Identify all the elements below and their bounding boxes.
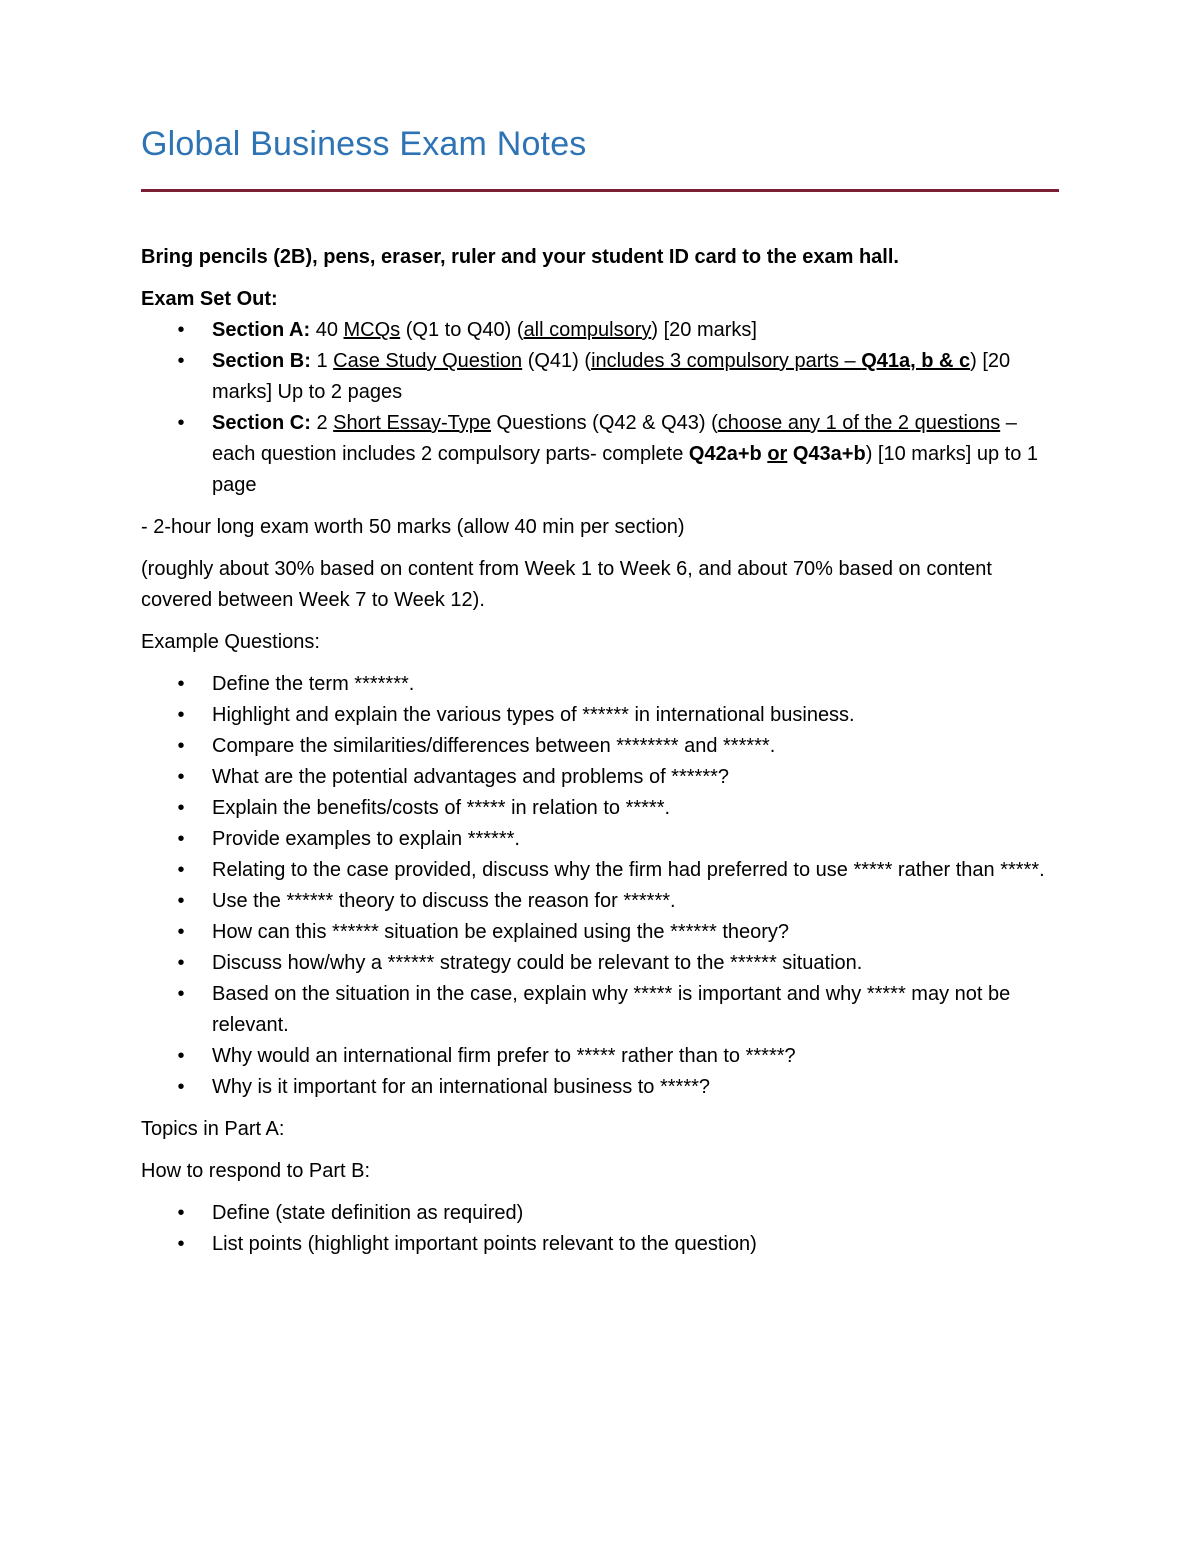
example-question-item — [141, 917, 1061, 948]
bullet-icon: • — [177, 704, 185, 726]
example-question-item — [141, 886, 1061, 917]
bullet-icon: • — [177, 890, 185, 912]
example-question-item-text: Relating to the case provided, discuss why the firm had preferred to use ***** rather than *****. — [212, 859, 1045, 881]
section-b-text: 1 — [310, 350, 334, 372]
bullet-icon: • — [177, 983, 185, 1005]
bullet-icon: • — [177, 859, 185, 881]
respond-item-text: List points (highlight important points relevant to the question) — [212, 1233, 757, 1255]
respond-item — [141, 1198, 1061, 1229]
example-question-item — [141, 1072, 1061, 1103]
bullet-icon: • — [177, 1202, 185, 1224]
example-question-item-text: Why would an international firm prefer to ***** rather than to *****? — [212, 1045, 796, 1067]
example-question-item — [141, 1041, 1061, 1072]
section-b-case-study: Case Study Question — [333, 350, 523, 372]
section-c-q42: Q42a+b — [688, 443, 762, 465]
bullet-icon: • — [177, 1076, 185, 1098]
section-c-text: Questions (Q42 & Q43) ( — [491, 412, 718, 434]
section-b-includes: includes 3 compulsory parts – — [591, 350, 862, 372]
example-question-item — [141, 700, 1061, 731]
bullet-icon: • — [177, 319, 185, 341]
example-question-item — [141, 948, 1061, 979]
section-a-text: 40 — [310, 319, 344, 341]
intro-text: Bring pencils (2B), pens, eraser, ruler and your student ID card to the exam hall. — [141, 246, 899, 268]
bullet-icon: • — [177, 735, 185, 757]
bullet-icon: • — [177, 412, 185, 434]
example-question-item — [141, 979, 1061, 1041]
section-c-short-essay: Short Essay-Type — [333, 412, 491, 434]
section-a-compulsory: all compulsory — [523, 319, 652, 341]
section-c-text: 2 — [310, 412, 334, 434]
bullet-icon: • — [177, 673, 185, 695]
bullet-icon: • — [177, 1233, 185, 1255]
respond-part-b-list — [141, 1198, 1061, 1260]
example-question-item-text: Define the term *******. — [212, 673, 415, 695]
section-b-label: Section B: — [212, 350, 311, 372]
section-c-q43: Q43a+b — [792, 443, 866, 465]
section-c-item — [141, 408, 1061, 501]
example-question-item — [141, 731, 1061, 762]
bullet-icon: • — [177, 350, 185, 372]
bullet-icon: • — [177, 952, 185, 974]
example-question-item-text: Highlight and explain the various types of ****** in international business. — [212, 704, 855, 726]
duration-text: - 2-hour long exam worth 50 marks (allow 40 min per section) — [141, 516, 685, 538]
respond-item — [141, 1229, 1061, 1260]
section-a-text: (Q1 to Q40) ( — [400, 319, 524, 341]
example-question-item — [141, 824, 1061, 855]
example-question-item — [141, 669, 1061, 700]
topics-part-a-heading: Topics in Part A: — [141, 1118, 285, 1140]
example-question-item-text: Discuss how/why a ****** strategy could be relevant to the ****** situation. — [212, 952, 863, 974]
example-question-item — [141, 855, 1061, 886]
example-question-item — [141, 762, 1061, 793]
title-divider — [141, 189, 1059, 192]
section-c-choose: choose any 1 of the 2 questions — [717, 412, 1001, 434]
example-question-item-text: Explain the benefits/costs of ***** in relation to *****. — [212, 797, 671, 819]
document-title: Global Business Exam Notes — [141, 125, 587, 163]
section-b-text: ) [20 marks] Up to 2 pages — [212, 350, 1011, 403]
bullet-icon: • — [177, 828, 185, 850]
section-b-text: (Q41) ( — [522, 350, 592, 372]
section-c-text: ) [10 marks] up to 1 page — [212, 443, 1038, 496]
section-a-mcqs: MCQs — [343, 319, 401, 341]
document-page — [141, 120, 1061, 1271]
section-c-or: or — [767, 443, 788, 465]
example-question-item-text: Why is it important for an international business to *****? — [212, 1076, 711, 1098]
bullet-icon: • — [177, 921, 185, 943]
content-split-text: (roughly about 30% based on content from Week 1 to Week 6, and about 70% based on content covered between Week 7 to Week 12). — [141, 558, 992, 611]
section-a-item — [141, 315, 1061, 346]
section-a-label: Section A: — [212, 319, 311, 341]
section-c-label: Section C: — [212, 412, 311, 434]
example-questions-list — [141, 669, 1061, 1103]
example-question-item-text: Use the ****** theory to discuss the reason for ******. — [212, 890, 676, 912]
exam-set-out-heading: Exam Set Out: — [141, 288, 278, 310]
respond-part-b-heading: How to respond to Part B: — [141, 1160, 371, 1182]
exam-sections-list — [141, 315, 1061, 501]
section-b-item — [141, 346, 1061, 408]
respond-item-text: Define (state definition as required) — [212, 1202, 524, 1224]
example-questions-heading: Example Questions: — [141, 631, 320, 653]
example-question-item-text: Provide examples to explain ******. — [212, 828, 520, 850]
example-question-item-text: Based on the situation in the case, explain why ***** is important and why ***** may not be relevant. — [212, 983, 1011, 1036]
section-a-text: ) [20 marks] — [651, 319, 757, 341]
bullet-icon: • — [177, 766, 185, 788]
example-question-item-text: How can this ****** situation be explained using the ****** theory? — [212, 921, 790, 943]
section-c-text: – each question includes 2 compulsory parts- complete — [212, 412, 1017, 465]
example-question-item-text: What are the potential advantages and problems of ******? — [212, 766, 730, 788]
bullet-icon: • — [177, 797, 185, 819]
bullet-icon: • — [177, 1045, 185, 1067]
section-b-parts: Q41a, b & c — [861, 350, 971, 372]
example-question-item — [141, 793, 1061, 824]
example-question-item-text: Compare the similarities/differences between ******** and ******. — [212, 735, 776, 757]
